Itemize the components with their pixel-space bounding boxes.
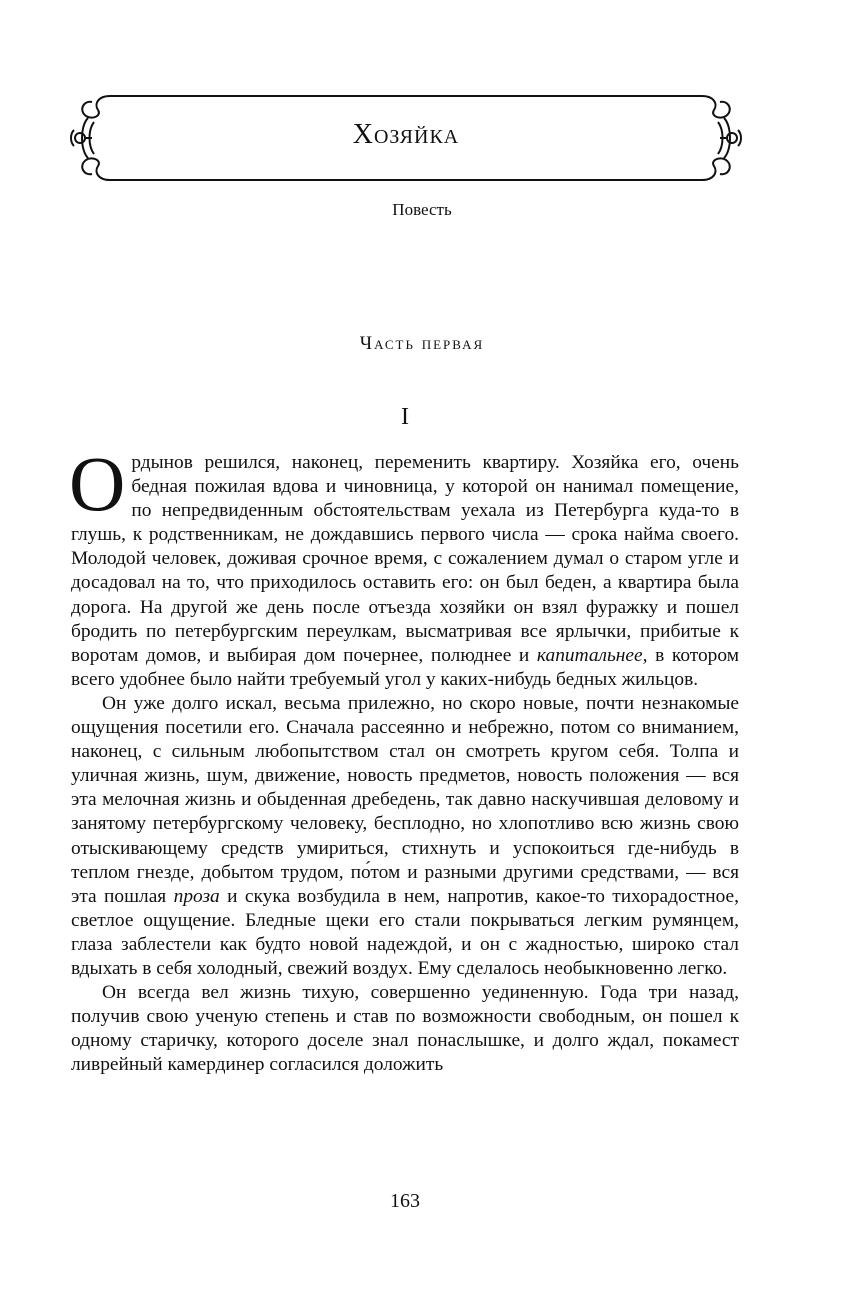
chapter-number <box>0 402 810 432</box>
chapter-number-text: I <box>401 404 409 430</box>
paragraph-2-text-b: и скука возбудила в нем, напротив, какое-то тихорадостное, светлое ощущение. Бледные щеки его стали покрываться легким румянцем, глаза заблестели как будто новой надеждой, и он с жадностью, широко стал вдыхать в себя холодный, свежий воздух. Ему сделалось необыкновенно легко. <box>71 885 739 979</box>
story-subtitle: Повесть <box>392 200 452 219</box>
paragraph-2-italic: проза <box>173 885 220 907</box>
paragraph-2-text-a: Он уже долго искал, весьма прилежно, но скоро новые, почти незнакомые ощущения посетили его. Сначала рассеянно и небрежно, потом со вниманием, наконец, с сильным любопытством стал он смотреть кругом себя. Толпа и уличная жизнь, шум, движение, новость предметов, новость положения — вся эта мелочная жизнь и обыденная дребедень, так давно наскучившая деловому и занятому петербургскому человеку, бесплодно, но хлопотливо всю жизнь свою отыскивающему средств умириться, стихнуть и успокоиться где-нибудь в теплом гнезде, добытом трудом, по́том и разными другими средствами, — вся эта пошлая <box>71 692 739 907</box>
paragraph-1-text-a: рдынов решился, наконец, переменить квартиру. Хозяйка его, очень бедная пожилая вдова и чиновница, у которой он нанимал помещение, по непредвиденным обстоятельствам уехала из Петербурга куда-то в глушь, к родственникам, не дождавшись первого числа — срока найма своего. Молодой человек, доживая срочное время, с сожалением думал о старом угле и досадовал на то, что приходилось оставить его: он был беден, а квартира была дорога. На другой же день после отъезда хозяйки он взял фуражку и пошел бродить по петербургским переулкам, высматривая все ярлычки, прибитые к воротам домов, и выбирая дом почернее, полюднее и <box>71 452 739 666</box>
paragraph-3 <box>71 981 739 1077</box>
paragraph-1-text-b: в котором всего удобнее было найти требуемый угол у каких-нибудь бедных жильцов. <box>71 644 739 690</box>
part-heading: Часть первая <box>359 333 485 354</box>
paragraph-2 <box>71 692 739 981</box>
paragraph-3-text: Он всегда вел жизнь тихую, совершенно уединенную. Года три назад, получив свою ученую степень и став по возможности свободным, он пошел к одному старичку, которого доселе знал понаслышке, и долго ждал, покамест ливрейный камердинер согласился доложить <box>71 982 739 1076</box>
body-text <box>69 440 739 1077</box>
story-title: Хозяйка <box>352 119 460 150</box>
paragraph-1-italic: капитальнее, <box>536 644 648 666</box>
paragraph-1 <box>69 440 739 692</box>
page-number: 163 <box>390 1190 420 1212</box>
drop-cap: О <box>69 440 126 527</box>
